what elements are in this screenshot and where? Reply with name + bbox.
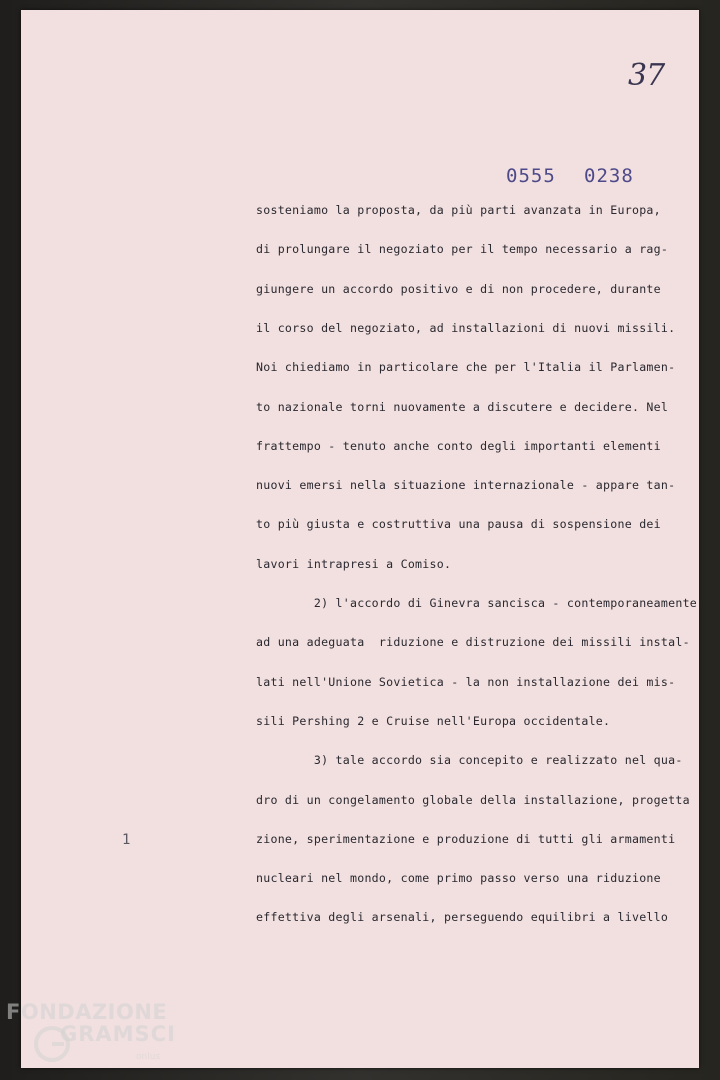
text-line: nucleari nel mondo, come primo passo verso una riduzione	[256, 871, 661, 886]
archive-stamp-left: 0555	[506, 165, 556, 187]
text-line: Noi chiediamo in particolare che per l'Italia il Parlamen-	[256, 360, 676, 375]
text-line: 2) l'accordo di Ginevra sancisca - contemporaneamente	[256, 596, 698, 610]
text-line: sili Pershing 2 e Cruise nell'Europa occidentale.	[256, 713, 611, 728]
watermark-line-3: onlus	[136, 1052, 161, 1062]
fondazione-gramsci-watermark	[4, 1000, 194, 1075]
text-line: sosteniamo la proposta, da più parti avanzata in Europa,	[256, 203, 661, 217]
text-line: 3) tale accordo sia concepito e realizzato nel qua-	[256, 753, 683, 768]
text-line: to nazionale torni nuovamente a discutere e decidere. Nel	[256, 399, 669, 414]
watermark-line-2: GRAMSCI	[60, 1022, 176, 1046]
handwritten-page-number: 37	[628, 58, 665, 93]
text-line: to più giusta e costruttiva una pausa di sospensione dei	[256, 517, 661, 532]
text-line: frattempo - tenuto anche conto degli importanti elementi	[256, 438, 661, 453]
text-line: lati nell'Unione Sovietica - la non installazione dei mis-	[256, 674, 676, 689]
watermark-line-1: FONDAZIONE	[6, 1000, 168, 1024]
text-line: nuovi emersi nella situazione internazionale - appare tan-	[256, 478, 676, 493]
text-line: di prolungare il negoziato per il tempo necessario a rag-	[256, 242, 669, 257]
text-line: effettiva degli arsenali, perseguendo equilibri a livello	[256, 910, 669, 925]
archive-stamp-right: 0238	[584, 165, 634, 187]
text-line: lavori intrapresi a Comiso.	[256, 556, 452, 571]
margin-mark: 1	[122, 832, 131, 848]
text-line: giungere un accordo positivo e di non procedere, durante	[256, 281, 661, 296]
text-line: zione, sperimentazione e produzione di tutti gli armamenti	[256, 831, 676, 846]
text-line: il corso del negoziato, ad installazioni di nuovi missili.	[256, 320, 676, 335]
text-line: dro di un congelamento globale della installazione, progetta	[256, 792, 690, 807]
text-line: ad una adeguata riduzione e distruzione dei missili instal-	[256, 635, 690, 650]
